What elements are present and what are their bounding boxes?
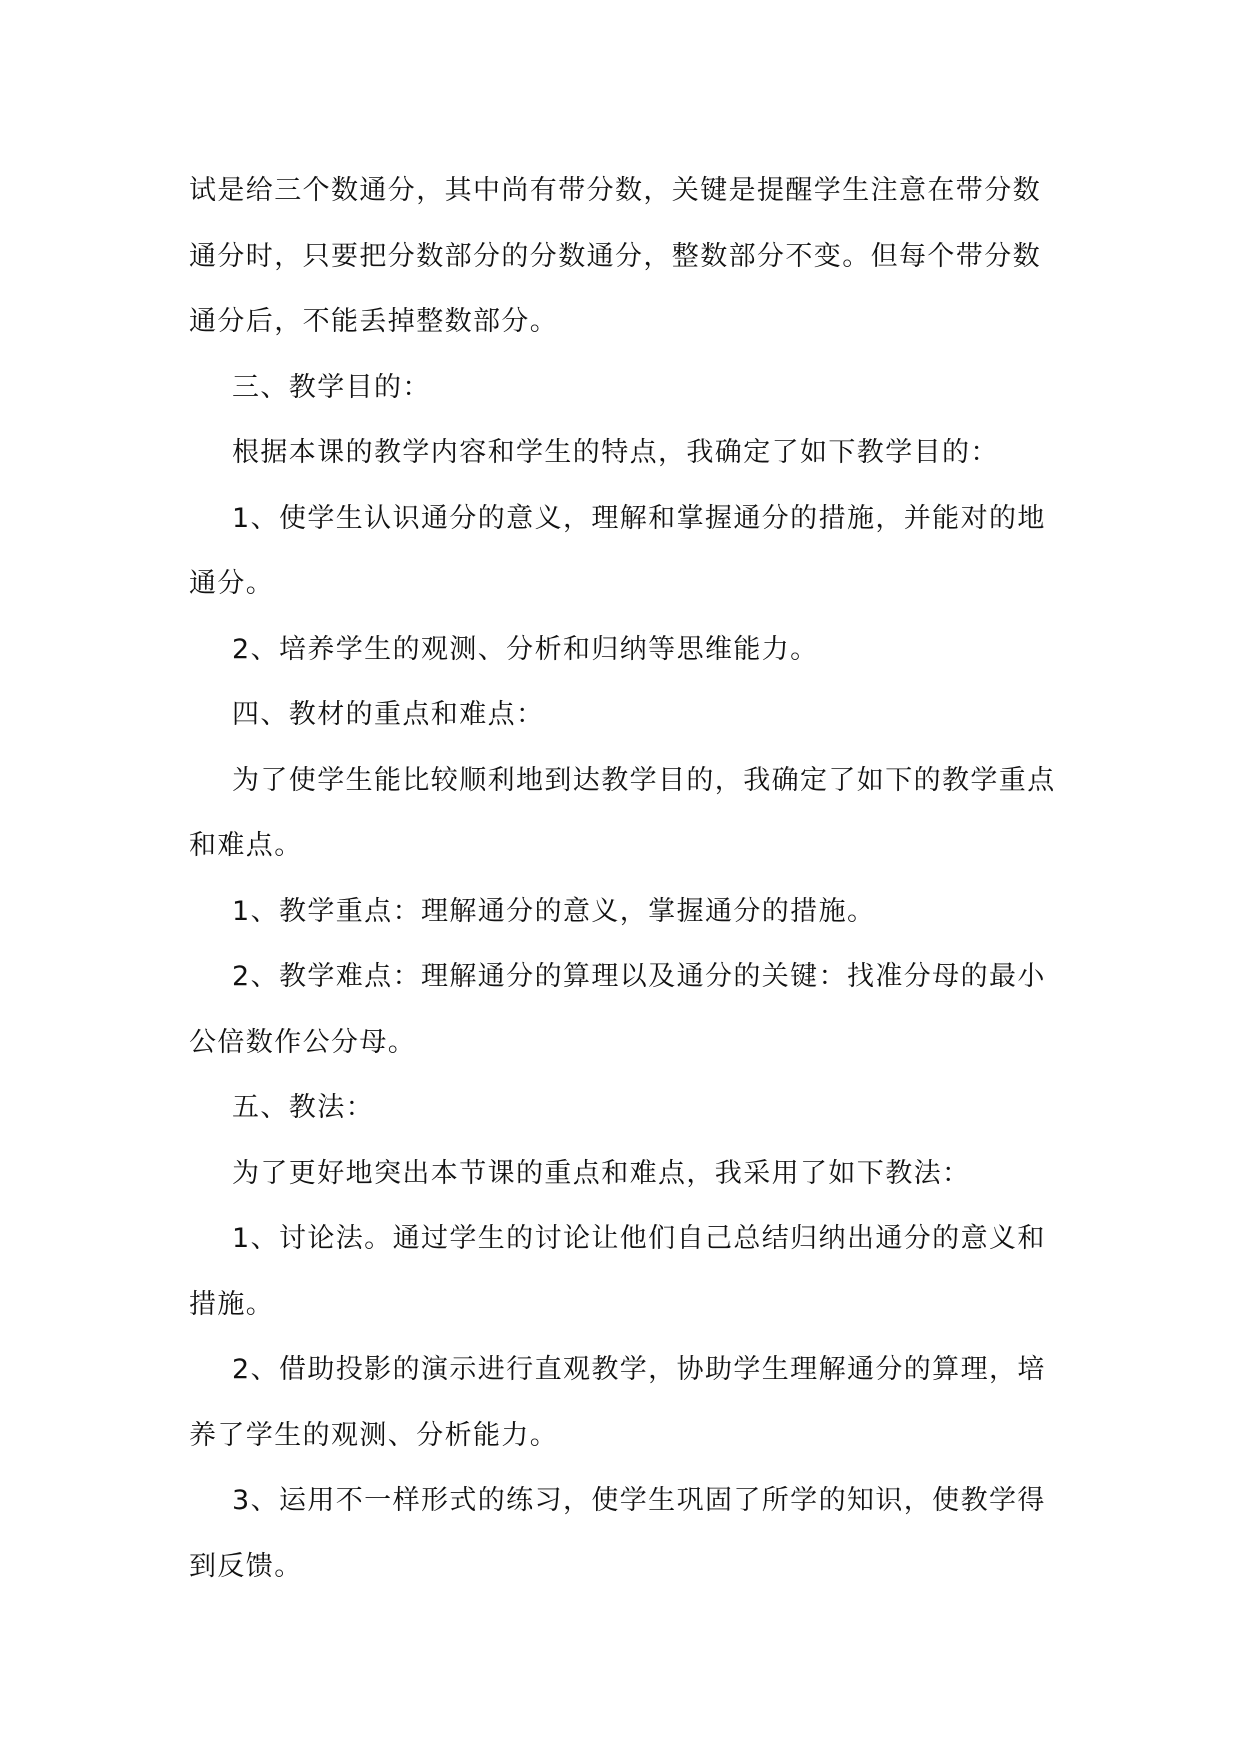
paragraph-key-point-1: 1、教学重点：理解通分的意义，掌握通分的措施。 — [232, 895, 876, 927]
paragraph-continuation: 试是给三个数通分，其中尚有带分数，关键是提醒学生注意在带分数通分时，只要把分数部分的分数通分，整数部分不变。但每个带分数通分后，不能丢掉整数部分。 — [189, 175, 1041, 337]
paragraph-method-2: 2、借助投影的演示进行直观教学，协助学生理解通分的算理，培养了学生的观测、分析能力。 — [189, 1354, 1046, 1451]
paragraph-key-point-2: 2、教学难点：理解通分的算理以及通分的关键：找准分母的最小公倍数作公分母。 — [189, 961, 1046, 1058]
heading-key-points: 四、教材的重点和难点： — [232, 699, 545, 730]
document-page — [189, 158, 1063, 1599]
paragraph-goals-intro: 根据本课的教学内容和学生的特点，我确定了如下教学目的： — [232, 437, 999, 468]
paragraph-goal-1: 1、使学生认识通分的意义，理解和掌握通分的措施，并能对的地通分。 — [189, 502, 1046, 599]
heading-teaching-goals: 三、教学目的： — [232, 371, 431, 403]
paragraph-method-3: 3、运用不一样形式的练习，使学生巩固了所学的知识，使教学得到反馈。 — [189, 1485, 1046, 1582]
paragraph-goal-2: 2、培养学生的观测、分析和归纳等思维能力。 — [232, 633, 819, 665]
paragraph-key-points-intro: 为了使学生能比较顺利地到达教学目的，我确定了如下的教学重点和难点。 — [189, 764, 1056, 861]
paragraph-method-1: 1、讨论法。通过学生的讨论让他们自己总结归纳出通分的意义和措施。 — [189, 1223, 1046, 1320]
heading-teaching-methods: 五、教法： — [232, 1092, 374, 1123]
paragraph-methods-intro: 为了更好地突出本节课的重点和难点，我采用了如下教法： — [232, 1157, 971, 1189]
